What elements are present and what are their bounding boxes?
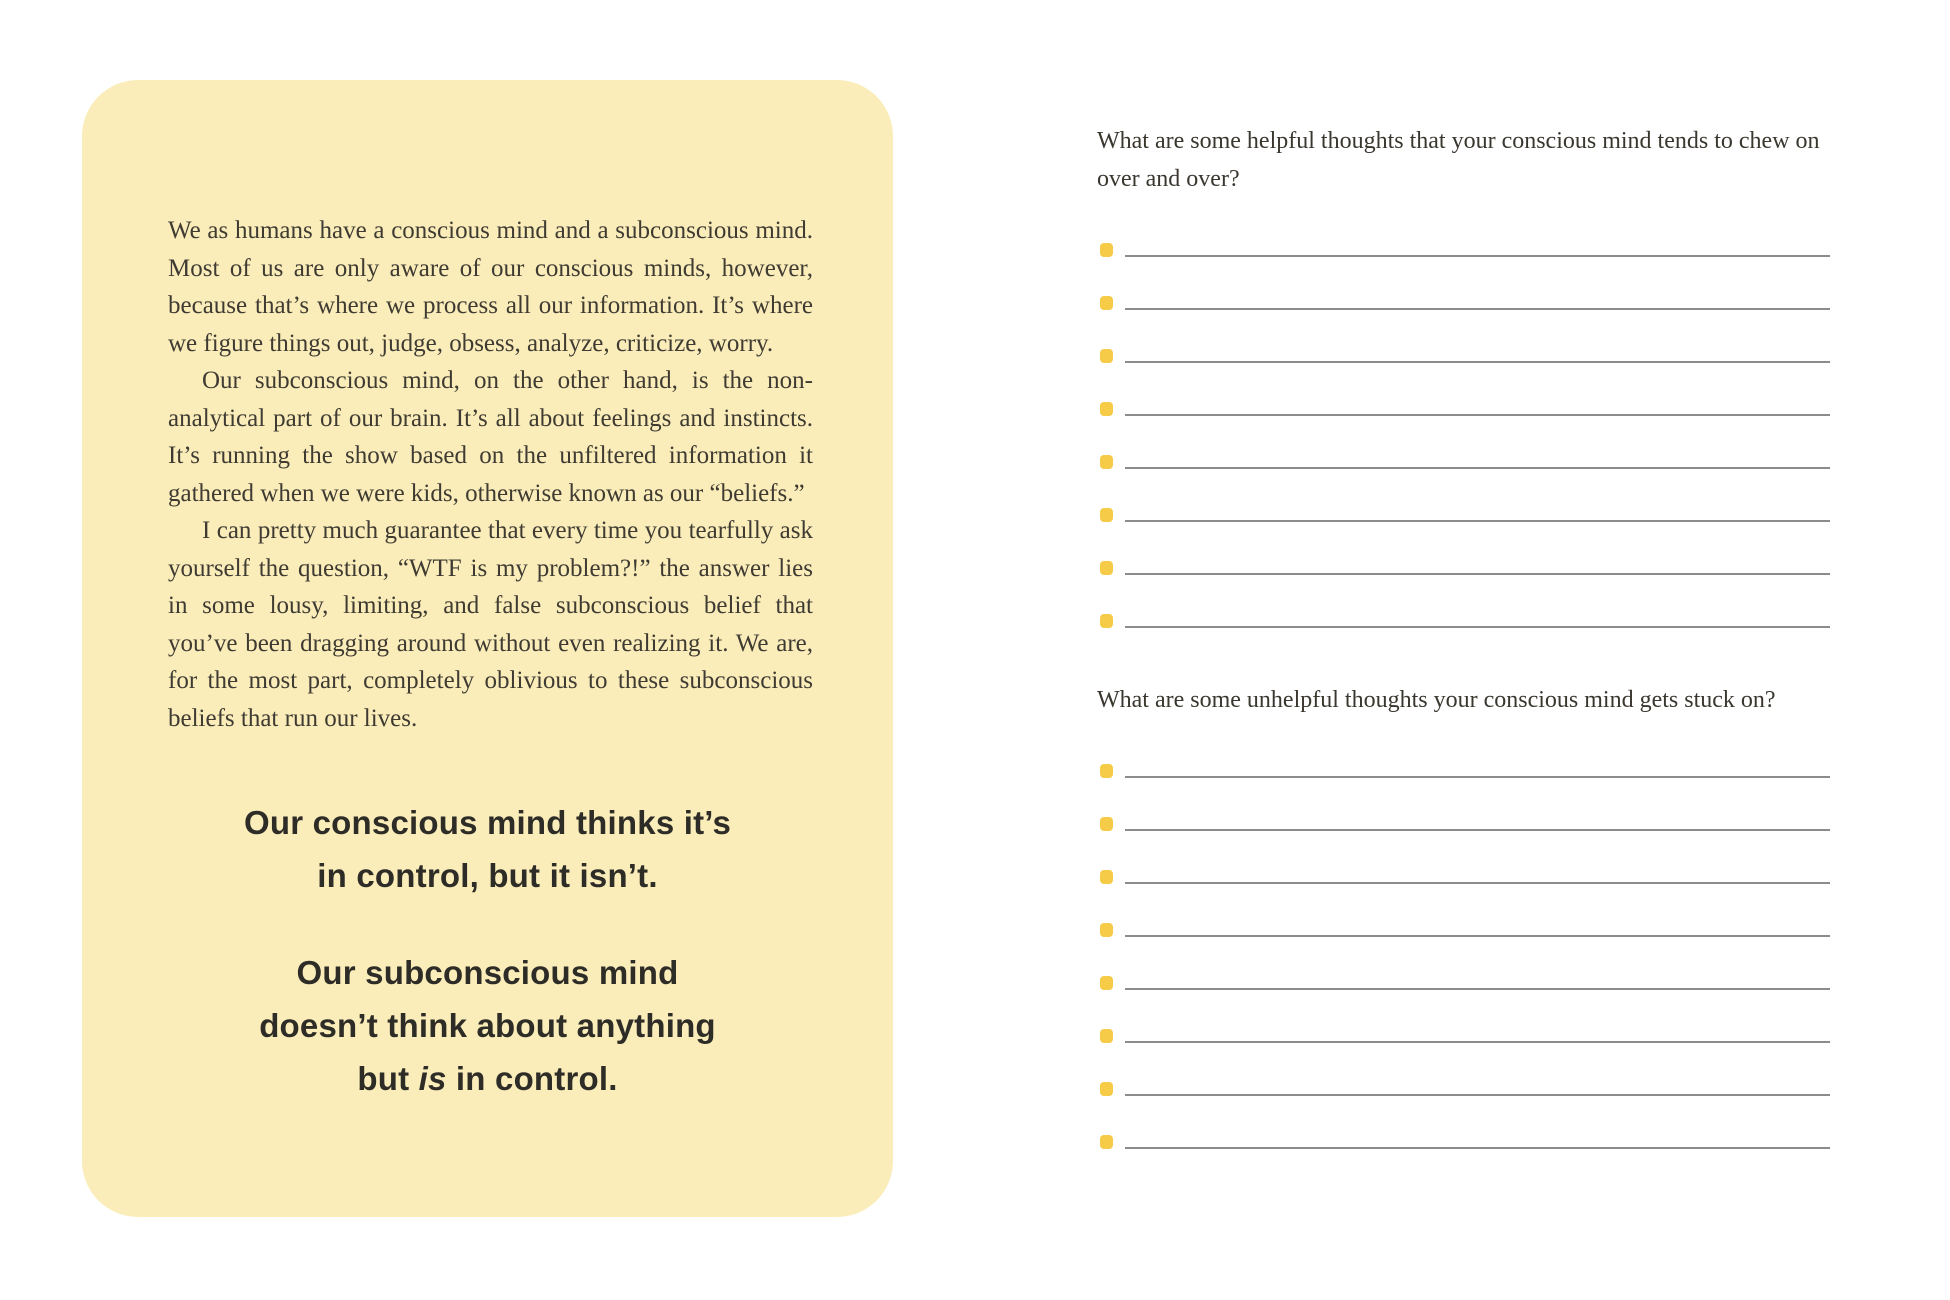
answer-rule	[1125, 414, 1830, 416]
pull-quote-2-line-3-post: in control.	[446, 1060, 618, 1097]
answer-line[interactable]	[1097, 204, 1830, 257]
answer-rule	[1125, 1041, 1830, 1043]
answer-rule	[1125, 361, 1830, 363]
answer-line[interactable]	[1097, 575, 1830, 628]
pull-quote-2-line-3-italic: is	[418, 1060, 447, 1097]
bullet-square-icon	[1100, 870, 1113, 884]
answer-rule	[1125, 520, 1830, 522]
paragraph-3: I can pretty much guarantee that every time you tearfully ask yourself the question, “WTF is my problem?!” the answer lies in some lousy, limiting, and false subconscious belief that you’ve been dragging around without even realizing it. We are, for the most part, completely oblivious to these subconscious beliefs that run our lives.	[168, 517, 813, 732]
answer-line[interactable]	[1097, 469, 1830, 522]
answer-section-1	[1097, 204, 1830, 628]
body-text-block	[168, 212, 813, 737]
answer-line[interactable]	[1097, 310, 1830, 363]
left-page-card	[82, 80, 893, 1217]
answer-rule	[1125, 882, 1830, 884]
bullet-square-icon	[1100, 923, 1113, 937]
answer-rule	[1125, 308, 1830, 310]
bullet-square-icon	[1100, 402, 1113, 416]
answer-line[interactable]	[1097, 1096, 1830, 1149]
answer-line[interactable]	[1097, 778, 1830, 831]
answer-rule	[1125, 1147, 1830, 1149]
paragraph-2: Our subconscious mind, on the other hand, is the non-analytical part of our brain. It’s all about feelings and instincts. It’s running the show based on the unfiltered information it gathered when we were kids, otherwise known as our “beliefs.”	[168, 367, 813, 507]
answer-rule	[1125, 255, 1830, 257]
bullet-square-icon	[1100, 614, 1113, 628]
answer-rule	[1125, 935, 1830, 937]
bullet-square-icon	[1100, 1135, 1113, 1149]
question-2: What are some unhelpful thoughts your conscious mind gets stuck on?	[1097, 687, 1776, 713]
answer-line[interactable]	[1097, 884, 1830, 937]
answer-line[interactable]	[1097, 257, 1830, 310]
answer-rule	[1125, 626, 1830, 628]
pull-quote-1-line-1: Our conscious mind thinks it’s	[243, 804, 731, 841]
paragraph-1: We as humans have a conscious mind and a subconscious mind. Most of us are only aware of our conscious minds, however, because that’s where we process all our information. It’s where we figure things out, judge, obsess, analyze, criticize, worry.	[168, 217, 813, 357]
bullet-square-icon	[1100, 243, 1113, 257]
bullet-square-icon	[1100, 817, 1113, 831]
answer-line[interactable]	[1097, 416, 1830, 469]
answer-rule	[1125, 573, 1830, 575]
answer-line[interactable]	[1097, 1043, 1830, 1096]
pull-quote-2-line-3-pre: but	[357, 1060, 419, 1097]
right-page	[1097, 0, 1830, 1300]
answer-rule	[1125, 776, 1830, 778]
pull-quote-2-line-2: doesn’t think about anything	[259, 1007, 716, 1044]
bullet-square-icon	[1100, 1082, 1113, 1096]
pull-quote-2-line-3	[82, 1052, 893, 1105]
answer-line[interactable]	[1097, 725, 1830, 778]
answer-rule	[1125, 1094, 1830, 1096]
bullet-square-icon	[1100, 455, 1113, 469]
pull-quote-1-line-2: in control, but it isn’t.	[317, 857, 658, 894]
pull-quote-2-line-1: Our subconscious mind	[296, 954, 679, 991]
answer-line[interactable]	[1097, 522, 1830, 575]
answer-rule	[1125, 467, 1830, 469]
bullet-square-icon	[1100, 349, 1113, 363]
pull-quote-1	[82, 796, 893, 902]
answer-line[interactable]	[1097, 937, 1830, 990]
answer-line[interactable]	[1097, 990, 1830, 1043]
bullet-square-icon	[1100, 976, 1113, 990]
bullet-square-icon	[1100, 1029, 1113, 1043]
pull-quote-2	[82, 946, 893, 1105]
answer-rule	[1125, 988, 1830, 990]
question-1: What are some helpful thoughts that your conscious mind tends to chew on over and over?	[1097, 128, 1820, 192]
bullet-square-icon	[1100, 764, 1113, 778]
answer-rule	[1125, 829, 1830, 831]
answer-line[interactable]	[1097, 831, 1830, 884]
bullet-square-icon	[1100, 508, 1113, 522]
answer-line[interactable]	[1097, 363, 1830, 416]
bullet-square-icon	[1100, 561, 1113, 575]
answer-section-2	[1097, 725, 1830, 1149]
bullet-square-icon	[1100, 296, 1113, 310]
